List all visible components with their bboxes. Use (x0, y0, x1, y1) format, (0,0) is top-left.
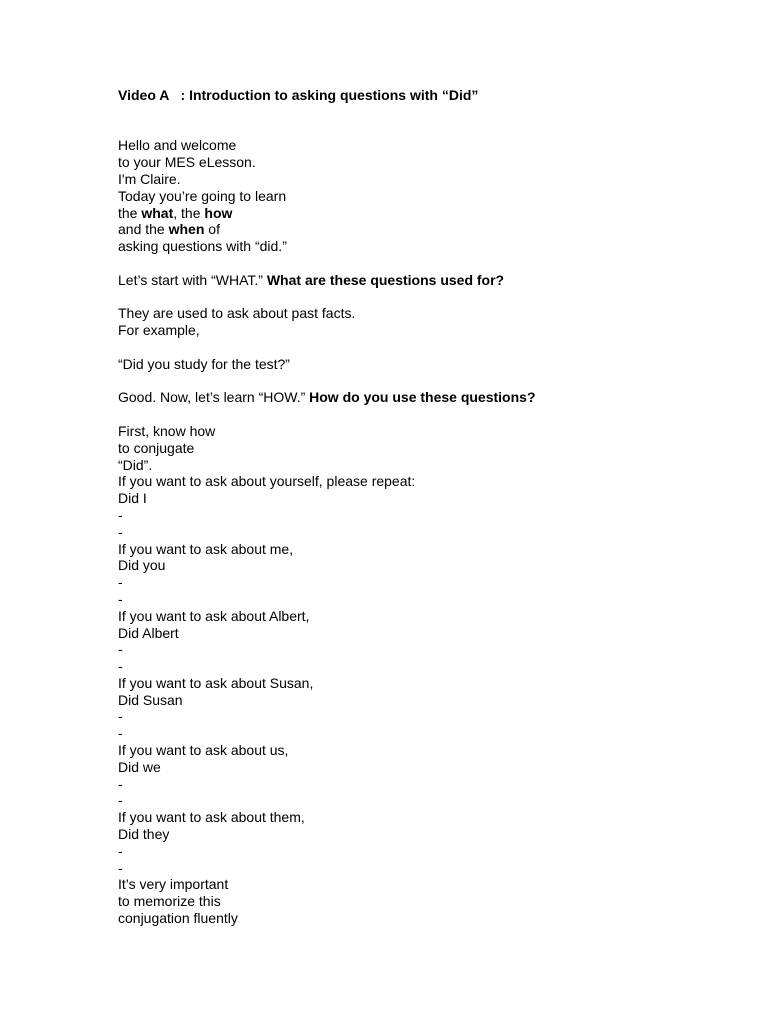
conjugation-prompt: If you want to ask about us, (118, 742, 289, 759)
conjugation-form: Did they (118, 826, 170, 843)
dash-line: - (118, 658, 123, 675)
intro-line-2: to your MES eLesson. (118, 154, 256, 171)
dash-line: - (118, 574, 123, 591)
how-heading (118, 389, 738, 406)
dash-line: - (118, 859, 123, 876)
conjugation-prompt: If you want to ask about me, (118, 540, 294, 557)
emphasis-when: when (168, 221, 205, 238)
dash-line: - (118, 725, 123, 742)
intro-line-5 (118, 205, 738, 222)
conjugation-prompt: If you want to ask about them, (118, 809, 305, 826)
closing-line-2: to memorize this (118, 893, 221, 910)
dash-line: - (118, 641, 123, 658)
how-question: How do you use these questions? (309, 389, 536, 406)
title-separator: : (168, 87, 190, 103)
intro-text: and the (118, 221, 169, 238)
spacer (118, 406, 738, 423)
document-page (118, 87, 738, 927)
spacer (118, 255, 738, 272)
example-sentence: “Did you study for the test?” (118, 355, 290, 372)
intro-line-1: Hello and welcome (118, 137, 237, 154)
conjugation-form: Did Albert (118, 624, 179, 641)
conjugation-form: Did I (118, 490, 147, 507)
how-line-3: “Did”. (118, 456, 153, 473)
intro-text: , the (173, 204, 205, 221)
how-line-1: First, know how (118, 422, 216, 439)
dash-line: - (118, 590, 123, 607)
intro-text: the (118, 204, 142, 221)
dash-line: - (118, 792, 123, 809)
what-answer-2: For example, (118, 322, 200, 339)
dash-line: - (118, 775, 123, 792)
closing-line-1: It’s very important (118, 876, 229, 893)
dash-line: - (118, 708, 123, 725)
conjugation-form: Did Susan (118, 691, 183, 708)
closing-line-3: conjugation fluently (118, 910, 238, 927)
how-line-4: If you want to ask about yourself, please repeat: (118, 473, 416, 490)
what-question: What are these questions used for? (266, 271, 505, 288)
spacer (118, 373, 738, 390)
intro-line-7: asking questions with “did.” (118, 238, 287, 255)
dash-line: - (118, 523, 123, 540)
spacer (118, 339, 738, 356)
title-text: Introduction to asking questions with “Did” (189, 87, 479, 103)
conjugation-form: Did we (118, 758, 161, 775)
intro-text: of (204, 221, 220, 238)
emphasis-how: how (204, 204, 233, 221)
spacer (118, 289, 738, 306)
what-lead: Let’s start with “WHAT.” (118, 271, 267, 288)
spacer (118, 104, 738, 138)
conjugation-form: Did you (118, 557, 166, 574)
how-lead: Good. Now, let’s learn “HOW.” (118, 389, 310, 406)
what-heading (118, 272, 738, 289)
emphasis-what: what (141, 204, 174, 221)
what-answer-1: They are used to ask about past facts. (118, 305, 356, 322)
intro-line-4: Today you’re going to learn (118, 187, 287, 204)
dash-line: - (118, 506, 123, 523)
dash-line: - (118, 842, 123, 859)
intro-line-6 (118, 221, 738, 238)
intro-line-3: I'm Claire. (118, 170, 181, 187)
video-label: Video A (118, 87, 169, 103)
conjugation-prompt: If you want to ask about Albert, (118, 607, 310, 624)
conjugation-prompt: If you want to ask about Susan, (118, 674, 314, 691)
how-line-2: to conjugate (118, 439, 195, 456)
document-title (118, 87, 738, 104)
